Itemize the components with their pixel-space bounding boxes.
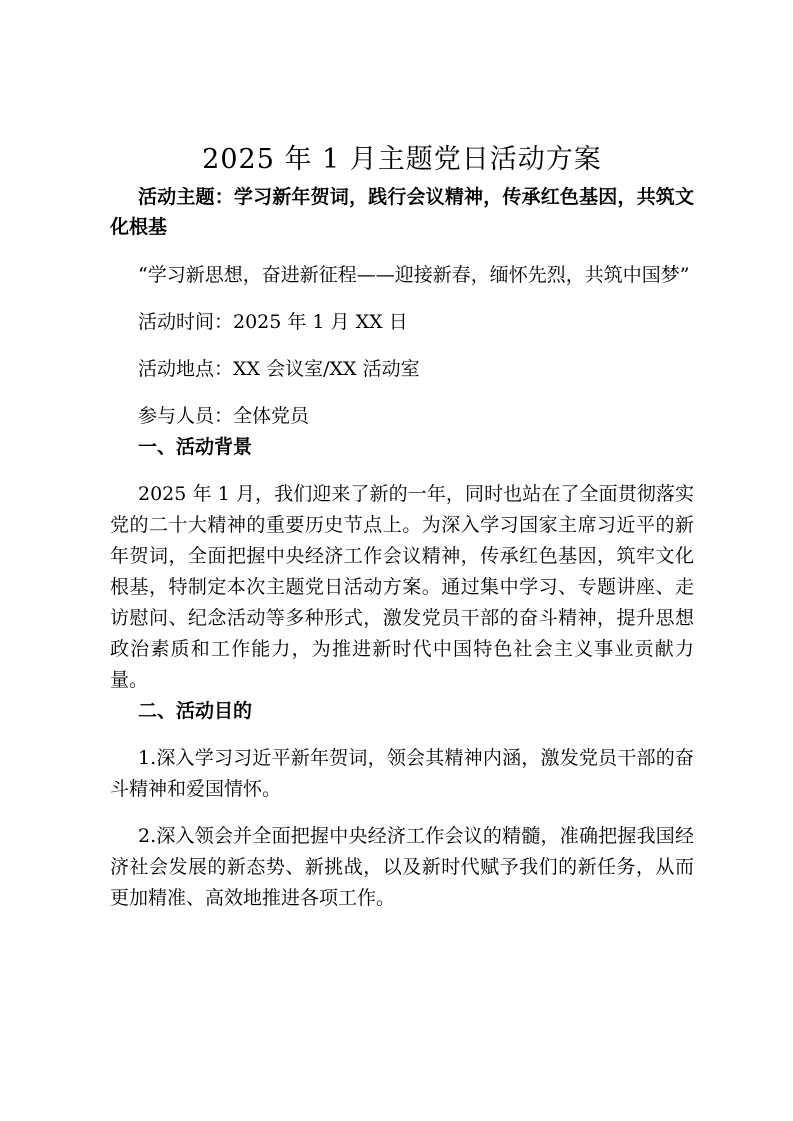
activity-theme: 活动主题：学习新年贺词，践行会议精神，传承红色基因，共筑文化根基 bbox=[110, 186, 694, 238]
document-content bbox=[110, 138, 694, 914]
activity-time: 活动时间：2025 年 1 月 XX 日 bbox=[138, 311, 408, 333]
activity-slogan: “学习新思想，奋进新征程——迎接新春，缅怀先烈，共筑中国梦” bbox=[138, 264, 690, 286]
section-body-background: 2025 年 1 月，我们迎来了新的一年，同时也站在了全面贯彻落实党的二十大精神的重要历史节点上。为深入学习国家主席习近平的新年贺词，全面把握中央经济工作会议精神，传承红色基因，筑牢文化根基，特制定本次主题党日活动方案。通过集中学习、专题讲座、走访慰问、纪念活动等多种形式，激发党员干部的奋斗精神，提升思想政治素质和工作能力，为推进新时代中国特色社会主义事业贡献力量。 bbox=[110, 483, 694, 691]
purpose-item-1: 1.深入学习习近平新年贺词，领会其精神内涵，激发党员干部的奋斗精神和爱国情怀。 bbox=[110, 747, 694, 800]
section-heading-background: 一、活动背景 bbox=[138, 436, 253, 458]
purpose-item-2: 2.深入领会并全面把握中央经济工作会议的精髓，准确把握我国经济社会发展的新态势、新挑战，以及新时代赋予我们的新任务，从而更加精准、高效地推进各项工作。 bbox=[110, 825, 694, 909]
document-title: 2025 年 1 月主题党日活动方案 bbox=[202, 144, 602, 175]
activity-location: 活动地点：XX 会议室/XX 活动室 bbox=[138, 358, 420, 380]
activity-participants: 参与人员：全体党员 bbox=[138, 405, 310, 427]
section-heading-purpose: 二、活动目的 bbox=[138, 700, 253, 722]
